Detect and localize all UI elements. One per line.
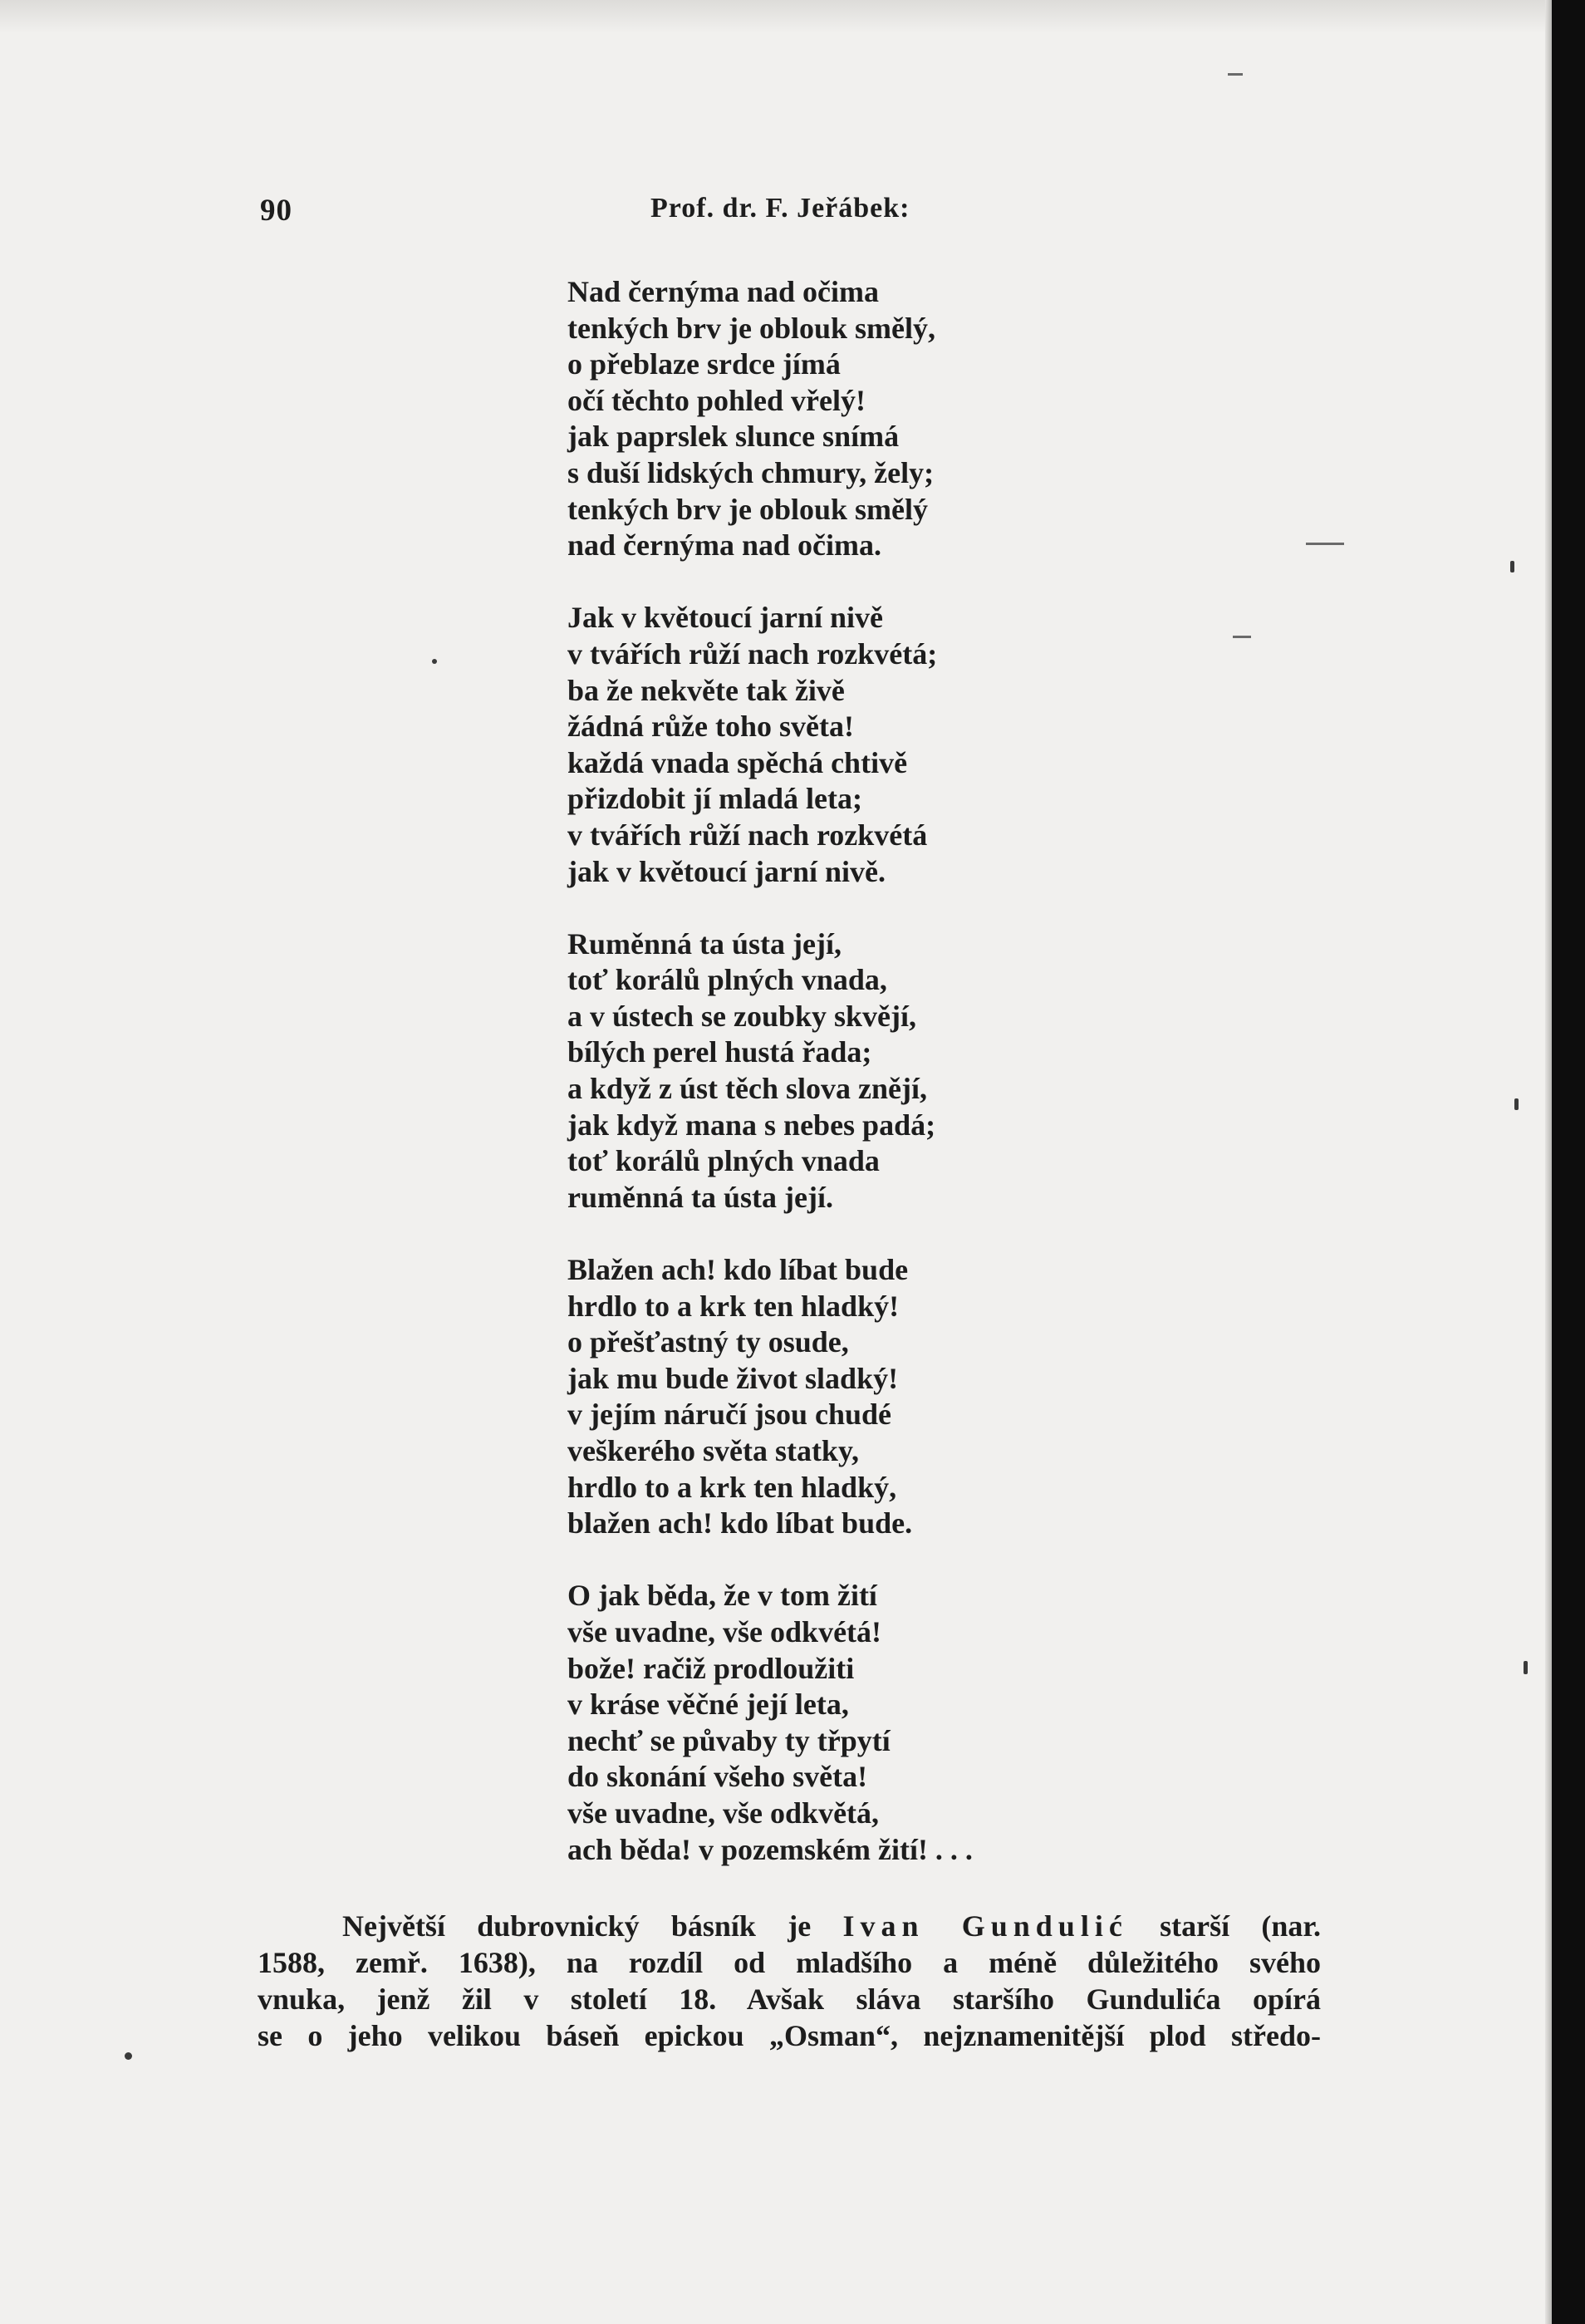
poem-line: ba že nekvěte tak živě (567, 673, 845, 707)
paragraph-line: se o jeho velikou báseň epickou „Osman“, nejznamenitější plod středo- (258, 2019, 1321, 2052)
poem-line: jak mu bude život sladký! (567, 1361, 899, 1395)
scan-right-border (1552, 0, 1585, 2324)
stanza (567, 1252, 1149, 1542)
paragraph-line: 1588, zemř. 1638), na rozdíl od mladšího a méně důležitého svého (258, 1946, 1321, 1979)
scan-speck (1510, 561, 1514, 572)
poem-line: ruměnná ta ústa její. (567, 1180, 833, 1214)
paragraph-line: vnuka, jenž žil v století 18. Avšak sláva staršího Gundulića opírá (258, 1983, 1321, 2016)
scan-speck (1524, 1661, 1528, 1674)
scan-speck (1514, 1098, 1519, 1110)
poem-line: žádná růže toho světa! (567, 710, 854, 744)
poem-line: očí těchto pohled vřelý! (567, 383, 866, 417)
scan-mark (1306, 543, 1344, 545)
body-paragraph (258, 1908, 1321, 2054)
poem-line: Jak v květoucí jarní nivě (567, 601, 884, 635)
author-name: Ivan Gundulić (842, 1909, 1128, 1943)
scan-mark (1228, 73, 1243, 76)
poem-line: v tvářích růží nach rozkvétá; (567, 636, 938, 671)
poem-line: toť korálů plných vnada, (567, 963, 887, 997)
poem-line: v tvářích růží nach rozkvétá (567, 818, 928, 852)
paragraph-text: starší (nar. (1160, 1909, 1322, 1943)
poem-line: Nad černýma nad očima (567, 275, 879, 308)
poem-line: jak když mana s nebes padá; (567, 1108, 936, 1142)
page-gutter-shadow (1545, 0, 1552, 2324)
poem-line: Blažen ach! kdo líbat bude (567, 1253, 909, 1287)
poem-line: do skonání všeho světa! (567, 1760, 868, 1794)
poem-line: s duší lidských chmury, žely; (567, 455, 935, 489)
poem-line: ach běda! v pozemském žití! . . . (567, 1832, 973, 1866)
poem-line: v kráse věčné její leta, (567, 1688, 849, 1722)
poem-line: o přeblaze srdce jímá (567, 347, 841, 381)
poem-line: jak paprslek slunce snímá (567, 420, 900, 454)
poem-line: blažen ach! kdo líbat bude. (567, 1506, 913, 1540)
poem-line: o přešťastný ty osude, (567, 1325, 849, 1359)
poem-line: přizdobit jí mladá leta; (567, 782, 862, 816)
running-title: Prof. dr. F. Jeřábek: (650, 193, 910, 224)
page-number: 90 (260, 194, 292, 228)
poem-line: nad černýma nad očima. (567, 528, 881, 563)
poem-line: tenkých brv je oblouk smělý (567, 492, 929, 526)
stanza (567, 1578, 1149, 1868)
poem-line: a v ústech se zoubky skvějí, (567, 999, 917, 1033)
poem-line: nechť se půvaby ty třpytí (567, 1723, 891, 1757)
poem-line: vše uvadne, vše odkvětá, (567, 1796, 880, 1830)
scan-speck (432, 659, 437, 664)
paragraph-line (258, 1908, 1321, 1944)
poem (567, 274, 1149, 1904)
poem-line: a když z úst těch slova znějí, (567, 1072, 927, 1106)
scan-mark (1233, 636, 1251, 638)
poem-line: O jak běda, že v tom žití (567, 1579, 877, 1613)
poem-line: v jejím náručí jsou chudé (567, 1398, 891, 1432)
poem-line: hrdlo to a krk ten hladký! (567, 1289, 900, 1323)
scan-top-shadow (0, 0, 1545, 33)
poem-line: Ruměnná ta ústa její, (567, 926, 842, 961)
stanza (567, 600, 1149, 890)
poem-line: veškerého světa statky, (567, 1434, 859, 1467)
stanza (567, 274, 1149, 564)
poem-line: každá vnada spěchá chtivě (567, 745, 908, 779)
poem-line: tenkých brv je oblouk smělý, (567, 311, 936, 345)
poem-line: hrdlo to a krk ten hladký, (567, 1470, 897, 1504)
poem-line: bílých perel hustá řada; (567, 1035, 872, 1069)
poem-line: toť korálů plných vnada (567, 1144, 880, 1178)
poem-line: bože! račiž prodloužiti (567, 1651, 855, 1685)
paragraph-text: Největší dubrovnický básník je (342, 1909, 812, 1943)
running-head (260, 193, 1298, 234)
poem-line: vše uvadne, vše odkvétá! (567, 1614, 882, 1648)
stanza (567, 926, 1149, 1216)
poem-line: jak v květoucí jarní nivě. (567, 854, 886, 888)
scan-speck (125, 2052, 132, 2060)
